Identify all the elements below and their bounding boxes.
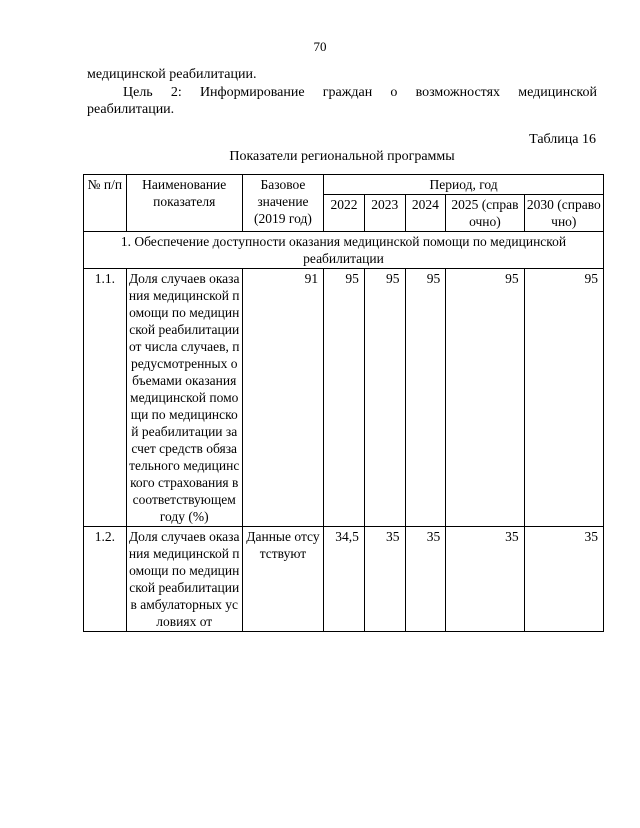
- intro-line-3: реабилитации.: [87, 102, 175, 117]
- row-name: Доля случаев оказания медицинской помощи по медицинской реабилитации от числа случаев, предусмотренных объемами оказания медицинской помощи по медицинской реабилитации за счет средств обязательного медицинского страхования в соответствующем году (%): [126, 269, 242, 527]
- header-2025: 2025 (справочно): [446, 195, 524, 232]
- header-2022: 2022: [324, 195, 365, 232]
- intro-word: граждан: [322, 85, 373, 100]
- table-title: Показатели региональной программы: [229, 149, 455, 164]
- row-num: 1.2.: [84, 527, 127, 632]
- header-2024: 2024: [405, 195, 446, 232]
- header-row-1: [84, 175, 604, 195]
- intro-word: Информирование: [199, 85, 305, 100]
- table-row: [84, 269, 604, 527]
- header-period: Период, год: [324, 175, 604, 195]
- header-2023: 2023: [364, 195, 405, 232]
- section-row: [84, 232, 604, 269]
- row-2024: 35: [405, 527, 446, 632]
- page-number: 70: [313, 39, 327, 54]
- row-num: 1.1.: [84, 269, 127, 527]
- table-label: Таблица 16: [529, 132, 596, 147]
- row-2022: 95: [324, 269, 365, 527]
- intro-line-2: [123, 84, 597, 101]
- row-2024: 95: [405, 269, 446, 527]
- intro-word: Цель: [123, 85, 153, 100]
- intro-word: возможностях: [415, 85, 501, 100]
- intro-word: 2:: [170, 85, 182, 100]
- row-2023: 95: [364, 269, 405, 527]
- header-2030: 2030 (справочно): [524, 195, 603, 232]
- indicators-table: [83, 174, 604, 632]
- header-base: Базовое значение (2019 год): [242, 175, 323, 232]
- section-title: 1. Обеспечение доступности оказания медицинской помощи по медицинской реабилитации: [84, 232, 604, 269]
- intro-line-1: медицинской реабилитации.: [87, 67, 257, 82]
- header-name: Наименование показателя: [126, 175, 242, 232]
- intro-word: медицинской: [518, 85, 597, 100]
- row-2030: 95: [524, 269, 603, 527]
- row-2030: 35: [524, 527, 603, 632]
- row-base: Данные отсутствуют: [242, 527, 323, 632]
- row-2025: 35: [446, 527, 524, 632]
- header-num: № п/п: [84, 175, 127, 232]
- table-row: [84, 527, 604, 632]
- row-2025: 95: [446, 269, 524, 527]
- row-name: Доля случаев оказания медицинской помощи по медицинской реабилитации в амбулаторных условиях от: [126, 527, 242, 632]
- row-base: 91: [242, 269, 323, 527]
- intro-word: о: [390, 85, 398, 100]
- row-2022: 34,5: [324, 527, 365, 632]
- row-2023: 35: [364, 527, 405, 632]
